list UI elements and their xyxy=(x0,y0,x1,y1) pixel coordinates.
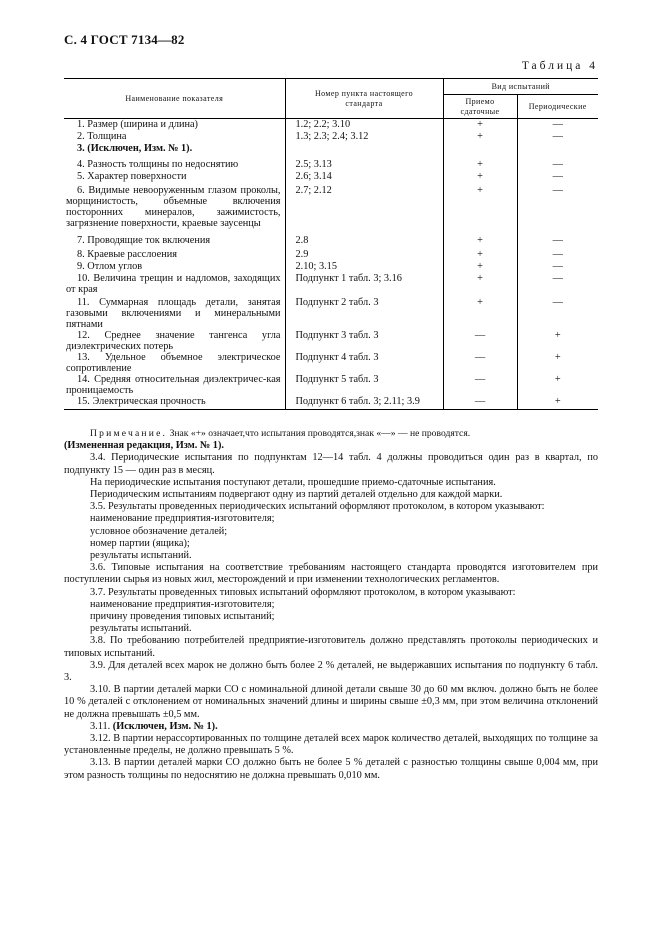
row-name xyxy=(64,235,285,249)
row-ref: 2.6; 3.14 xyxy=(285,171,443,185)
row-accept-mark: + xyxy=(443,249,517,261)
body-text xyxy=(64,428,598,782)
page-header: С. 4 ГОСТ 7134—82 xyxy=(64,32,185,47)
table-row xyxy=(64,131,598,143)
paragraph: наименование предприятия-изготовителя; xyxy=(90,598,275,610)
paragraph: 3.13. В партии деталей марки СО должно быть не более 5 % деталей с разностью толщины свыше 0,004 мм, при этом разность толщины по недоснятию не должна превышать 0,010 мм. xyxy=(64,757,598,781)
col-header-ref: Номер пункта настоящего стандарта xyxy=(285,79,443,119)
paragraph: наименование предприятия-изготовителя; xyxy=(90,513,275,525)
row-periodic-mark: — xyxy=(517,297,598,330)
row-accept-mark: + xyxy=(443,131,517,143)
row-name-text: 6. Видимые невооруженным глазом проколы, морщинистость, объемные включения посторонних минералов, зажимистость, загрязнение поверхности, краевые заусенцы xyxy=(66,184,281,229)
row-ref: Подпункт 5 табл. 3 xyxy=(285,374,443,396)
table-label: Таблица 4 xyxy=(521,60,598,72)
row-periodic-mark: + xyxy=(517,330,598,352)
row-name-text: 3. (Исключен, Изм. № 1). xyxy=(77,142,193,154)
row-name xyxy=(64,261,285,273)
row-ref: 2.9 xyxy=(285,249,443,261)
row-periodic-mark: + xyxy=(517,396,598,410)
row-name-text: 15. Электрическая прочность xyxy=(77,395,206,407)
row-accept-mark: — xyxy=(443,374,517,396)
row-name xyxy=(64,330,285,352)
table-row xyxy=(64,185,598,235)
paragraph: 3.11. (Исключен, Изм. № 1). xyxy=(90,720,218,732)
row-name-text: 7. Проводящие ток включения xyxy=(77,234,211,246)
table-row xyxy=(64,352,598,374)
row-periodic-mark: — xyxy=(517,171,598,185)
row-ref: Подпункт 3 табл. 3 xyxy=(285,330,443,352)
row-name xyxy=(64,374,285,396)
paragraph: 3.8. По требованию потребителей предприятие-изготовитель должно представлять протоколы периодических и типовых испытаний. xyxy=(64,635,598,659)
row-accept-mark: + xyxy=(443,235,517,249)
row-name-text: 11. Суммарная площадь детали, занятая газовыми включениями и минеральными пятнами xyxy=(66,296,281,330)
paragraph: условное обозначение деталей; xyxy=(90,525,228,537)
table-row xyxy=(64,119,598,131)
paragraph: 3.7. Результаты проведенных типовых испытаний оформляют протоколом, в котором указывают: xyxy=(90,586,516,598)
row-ref: Подпункт 2 табл. 3 xyxy=(285,297,443,330)
row-name xyxy=(64,159,285,171)
table-row xyxy=(64,171,598,185)
row-name-text: 10. Величина трещин и надломов, заходящих от края xyxy=(66,272,281,295)
row-periodic-mark: + xyxy=(517,352,598,374)
row-periodic-mark: — xyxy=(517,119,598,131)
row-name xyxy=(64,249,285,261)
table-row xyxy=(64,273,598,297)
row-ref: 2.8 xyxy=(285,235,443,249)
row-ref: 2.7; 2.12 xyxy=(285,185,443,235)
paragraph: На периодические испытания поступают детали, прошедшие приемо-сдаточные испытания. xyxy=(90,476,496,488)
row-name xyxy=(64,273,285,297)
note-text: Знак «+» означает,что испытания проводятся,знак «—» — не проводятся. xyxy=(169,428,471,439)
row-name-text: 8. Краевые расслоения xyxy=(77,248,177,260)
table-row xyxy=(64,235,598,249)
row-name xyxy=(64,131,285,143)
table-row xyxy=(64,297,598,330)
row-name xyxy=(64,171,285,185)
row-periodic-mark: — xyxy=(517,131,598,143)
paragraph: результаты испытаний. xyxy=(90,623,192,635)
row-name-text: 12. Среднее значение тангенса угла диэлектрических потерь xyxy=(66,329,281,352)
row-accept-mark: — xyxy=(443,396,517,410)
paragraph: 3.10. В партии деталей марки СО с номинальной длиной детали свыше 30 до 60 мм включ. должно быть не более 10 % деталей с отклонением от номинальных значений длины и ширины свыше ±0,3 мм, при этом величина отклонений не должна превышать ±0,5 мм. xyxy=(64,684,598,720)
row-ref xyxy=(285,143,443,159)
row-periodic-mark: — xyxy=(517,185,598,235)
test-table xyxy=(64,78,598,410)
table-row xyxy=(64,249,598,261)
row-name-text: 9. Отлом углов xyxy=(77,260,143,272)
table-row xyxy=(64,261,598,273)
row-name xyxy=(64,185,285,235)
row-accept-mark: — xyxy=(443,330,517,352)
row-periodic-mark: + xyxy=(517,374,598,396)
row-name xyxy=(64,143,285,159)
row-name xyxy=(64,297,285,330)
paragraph: 3.9. Для деталей всех марок не должно быть более 2 % деталей, не выдержавших испытания по подпункту 6 табл. 3. xyxy=(64,659,598,684)
paragraph: 3.12. В партии нерассортированных по толщине деталей всех марок количество деталей, выходящих по толщине за установленные пределы, не должно превышать 5 %. xyxy=(64,733,598,757)
row-name-text: 1. Размер (ширина и длина) xyxy=(77,119,198,130)
row-name xyxy=(64,396,285,410)
table-row xyxy=(64,143,598,159)
row-name-text: 4. Разность толщины по недоснятию xyxy=(77,158,239,170)
paragraph: номер партии (ящика); xyxy=(90,537,190,549)
row-accept-mark: + xyxy=(443,159,517,171)
row-periodic-mark: — xyxy=(517,235,598,249)
table-note xyxy=(64,428,598,440)
row-name-text: 13. Удельное объемное электрическое сопротивление xyxy=(66,351,281,374)
row-ref: 1.3; 2.3; 2.4; 3.12 xyxy=(285,131,443,143)
row-accept-mark: + xyxy=(443,185,517,235)
row-ref: Подпункт 4 табл. 3 xyxy=(285,352,443,374)
row-name-text: 5. Характер поверхности xyxy=(77,170,187,182)
note-label: Примечание. xyxy=(90,428,168,439)
table-row xyxy=(64,159,598,171)
paragraph: 3.5. Результаты проведенных периодических испытаний оформляют протоколом, в котором указывают: xyxy=(90,501,545,513)
table-row xyxy=(64,330,598,352)
paragraph: (Измененная редакция, Изм. № 1). xyxy=(64,440,224,452)
row-accept-mark xyxy=(443,143,517,159)
row-periodic-mark: — xyxy=(517,273,598,297)
row-name xyxy=(64,119,285,131)
row-periodic-mark: — xyxy=(517,261,598,273)
row-ref: Подпункт 6 табл. 3; 2.11; 3.9 xyxy=(285,396,443,410)
col-header-name: Наименование показателя xyxy=(64,79,285,119)
row-name-text: 14. Средняя относительная диэлектричес-кая проницаемость xyxy=(66,373,281,396)
paragraph: причину проведения типовых испытаний; xyxy=(90,611,275,623)
row-accept-mark: + xyxy=(443,273,517,297)
row-accept-mark: + xyxy=(443,297,517,330)
row-ref: 2.10; 3.15 xyxy=(285,261,443,273)
row-accept-mark: + xyxy=(443,261,517,273)
row-accept-mark: — xyxy=(443,352,517,374)
row-ref: Подпункт 1 табл. 3; 3.16 xyxy=(285,273,443,297)
paragraph: 3.6. Типовые испытания на соответствие требованиям настоящего стандарта проводятся изготовителем при поступлении сырья из новых жил, месторождений и при изменении технологических регламентов. xyxy=(64,562,598,586)
row-periodic-mark: — xyxy=(517,159,598,171)
col-header-periodic: Периодические xyxy=(517,95,598,119)
table-row xyxy=(64,374,598,396)
row-name xyxy=(64,352,285,374)
row-accept-mark: + xyxy=(443,171,517,185)
row-name-text: 2. Толщина xyxy=(77,130,127,142)
row-ref: 2.5; 3.13 xyxy=(285,159,443,171)
row-periodic-mark: — xyxy=(517,249,598,261)
paragraph: результаты испытаний. xyxy=(90,550,192,562)
paragraph: Периодическим испытаниям подвергают одну из партий деталей отдельно для каждой марки. xyxy=(90,489,503,501)
paragraph: 3.4. Периодические испытания по подпунктам 12—14 табл. 4 должны проводиться один раз в квартал, по подпункту 15 — один раз в месяц. xyxy=(64,452,598,476)
row-periodic-mark xyxy=(517,143,598,159)
col-header-accept: Приемо сдаточные xyxy=(443,95,517,119)
table-row xyxy=(64,396,598,410)
row-accept-mark: + xyxy=(443,119,517,131)
row-ref: 1.2; 2.2; 3.10 xyxy=(285,119,443,131)
col-header-kind: Вид испытаний xyxy=(443,79,598,95)
